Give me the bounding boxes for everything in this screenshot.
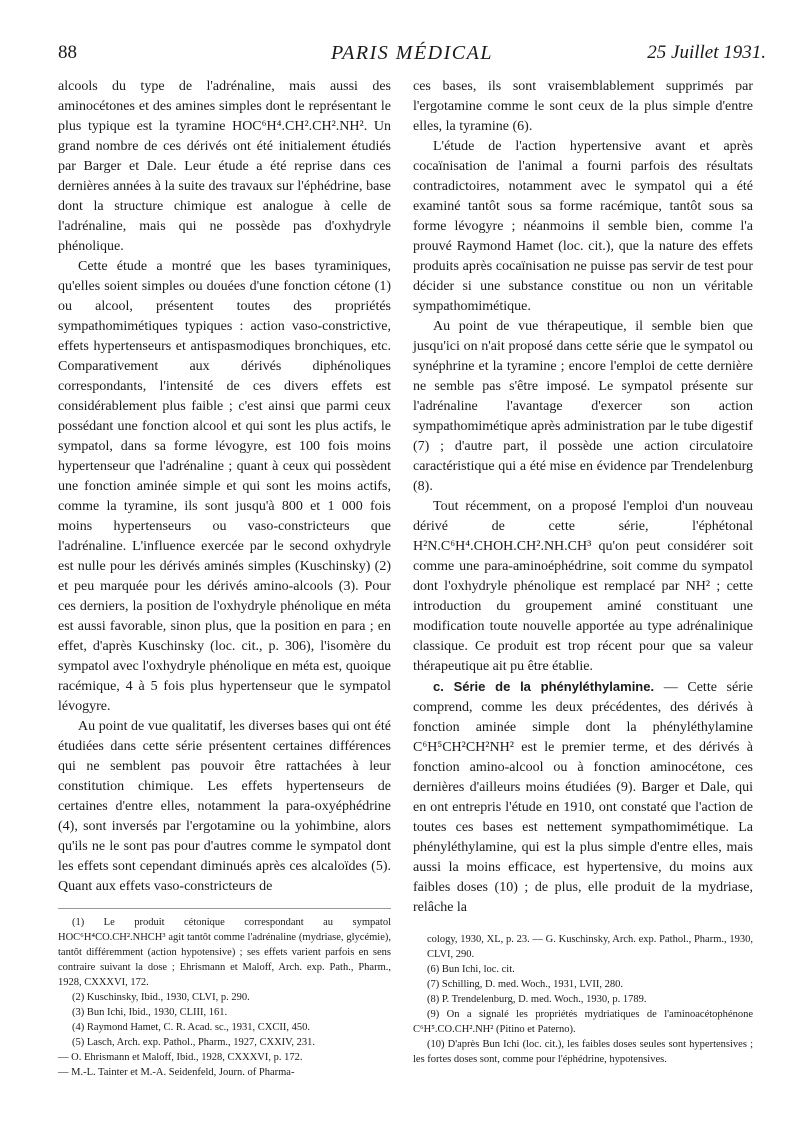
footnote: cology, 1930, XL, p. 23. — G. Kuschinsky, Arch. exp. Pathol., Pharm., 1930, CLVI, 290.: [427, 934, 753, 960]
footnote: (10) D'après Bun Ichi (loc. cit.), les faibles doses seules sont hypertensives ; les fortes doses sont, comme pour l'éphédrine, hypotensives.: [413, 1039, 753, 1065]
section-c-paragraph: [413, 677, 753, 918]
footnote: (7) Schilling, D. med. Woch., 1931, LVII, 280.: [427, 979, 624, 990]
section-heading: c. Série de la phényléthylamine.: [433, 679, 655, 694]
page-header: [58, 42, 766, 72]
footnote: (3) Bun Ichi, Ibid., 1930, CLIII, 161.: [72, 1007, 228, 1018]
footnote: (5) Lasch, Arch. exp. Pathol., Pharm., 1927, CXXIV, 231.: [72, 1037, 316, 1048]
paragraph: alcools du type de l'adrénaline, mais aussi des aminocétones et des amines simples dont le représentant le plus typique est la tyramine HOC⁶H⁴.CH².CH².NH². Un grand nombre de ces dérivés ont été initialement étudiés par Barger et Dale. Leur étude a été reprise dans ces dernières années à la suite des travaux sur l'éphédrine, base dont la structure chimique est analogue à celle de l'adrénaline, mais qui ne possède pas d'oxhydryle phénolique.: [58, 79, 391, 254]
footnote: — O. Ehrismann et Maloff, Ibid., 1928, CXXXVI, p. 172.: [58, 1052, 303, 1063]
footnotes-left: [58, 908, 391, 1080]
paragraph: L'étude de l'action hypertensive avant et après cocaïnisation de l'animal a fourni parfois des résultats contradictoires, notamment avec le sympatol qui a été examiné tantôt sous sa forme racémique, tantôt sous sa forme lévogyre ; néanmoins il semble bien, comme l'a prouvé Raymond Hamet (loc. cit.), que la nature des effets produits après cocaïnisation ne puisse pas servir de test pour décider si une substance constitue ou non un véritable sympathomimétique.: [413, 139, 753, 314]
paragraph: Au point de vue qualitatif, les diverses bases qui ont été étudiées dans cette série présentent certaines différences qui ne semblent pas pouvoir être rattachées à leur constitution chimique. Les effets hypertenseurs de certaines d'entre elles, notamment la para-oxyéphédrine (4), sont inversés par l'ergotamine ou la yohimbine, alors qu'ils ne le sont pas pour d'autres comme le sympatol dont les effets sont cependant diminués après ces alcaloïdes (5). Quant aux effets vaso-constricteurs de: [58, 719, 391, 894]
section-text: — Cette série comprend, comme les deux précédentes, des dérivés à fonction aminée simple dont la phényléthylamine C⁶H⁵CH²CH²NH² est le premier terme, et des dérivés à fonction amino-alcool ou à fonction aminocétone, ces dernières d'ailleurs moins étudiées (9). Barger et Dale, qui en ont entrepris l'étude en 1910, ont constaté que l'action de toutes ces bases est nettement sympathomimétique. La phényléthylamine, qui est la plus simple d'entre elles, mais aussi la moins efficace, est hypertensive, du moins aux faibles doses (10) ; de plus, elle produit de la mydriase, relâche la: [413, 680, 753, 915]
footnote: (2) Kuschinsky, Ibid., 1930, CLVI, p. 290.: [72, 992, 250, 1003]
footnotes-right: [413, 932, 753, 1067]
issue-date: 25 Juillet 1931.: [647, 42, 766, 63]
footnote: (1) Le produit cétonique correspondant au sympatol HOC⁶H⁴CO.CH².NHCH³ agit tantôt comme l'adrénaline (mydriase, glycémie), tantôt différemment (action hypotensive) ; ses effets varient parfois en sens contraire suivant la dose ; Ehrismann et Maloff, Arch. exp. Path., Pharm., 1928, CXXXVI, 172.: [58, 917, 391, 988]
footnote: (8) P. Trendelenburg, D. med. Woch., 1930, p. 1789.: [427, 994, 647, 1005]
paragraph: Cette étude a montré que les bases tyraminiques, qu'elles soient simples ou douées d'une fonction cétone (1) ou alcool, présentent toutes des propriétés sympathomimétiques typiques : action vaso-constrictive, effets hypertenseurs et antispasmodiques bronchiques, etc. Comparativement aux dérivés diphénoliques correspondants, l'intensité de ces divers effets est considérablement plus faible ; c'est ainsi que parmi ceux possédant une fonction alcool et qui sont les plus actifs, le sympatol, dans sa forme lévogyre, est 100 fois moins hypertenseur que l'adrénaline ; quant à ceux qui possèdent une fonction aminée simple et qui sont les moins actifs, comme la tyramine, ils sont jusqu'à 800 et 1 000 fois moins hypertenseurs ou vaso-constricteurs que l'adrénaline. L'influence exercée par le second oxhydryle est nulle pour les dérivés aminés simples (Kuschinsky) (2) et peu marquée pour les dérivés amino-alcools (3). Pour ces derniers, la position de l'oxhydryle phénolique en méta est aussi favorable, sinon plus, que la position en para ; en effet, d'après Kuschinsky (loc. cit., p. 306), l'isomère du sympatol avec l'oxhydryle phénolique en méta est, quoique racémique, 4 à 5 fois plus hypertenseur que le sympatol lévogyre.: [58, 259, 391, 714]
footnote: (6) Bun Ichi, loc. cit.: [427, 964, 515, 975]
right-column: [413, 77, 753, 918]
paragraph: Au point de vue thérapeutique, il semble bien que jusqu'ici on n'ait proposé dans cette série que le sympatol ou synéphrine et la tyramine ; encore l'emploi de cette dernière ne semble pas s'être imposé. Le sympatol présente sur l'adrénaline l'avantage d'exercer son action sympathomimétique après administration par le tube digestif (7) ; d'autre part, il possède une action circulatoire caractéristique qui a été mise en évidence par Trendelenburg (8).: [413, 319, 753, 494]
footnote: — M.-L. Tainter et M.-A. Seidenfeld, Journ. of Pharma-: [58, 1067, 295, 1078]
page-number: 88: [58, 42, 77, 63]
paragraph: Tout récemment, on a proposé l'emploi d'un nouveau dérivé de cette série, l'éphétonal H²N.C⁶H⁴.CHOH.CH².NH.CH³ qu'on peut considérer soit comme une para-aminoéphédrine, soit comme du sympatol dont l'oxhydryle phénolique est remplacé par NH² ; cette introduction du groupement aminé constituant une modification toute nouvelle apportée au type adrénalinique classique. Ce produit est trop récent pour que sa valeur thérapeutique ait pu être établie.: [413, 499, 753, 674]
left-column: [58, 77, 391, 897]
footnote: (9) On a signalé les propriétés mydriatiques de l'aminoacétophénone C⁶H⁵.CO.CH².NH² (Pitino et Paterno).: [413, 1009, 753, 1035]
paragraph: ces bases, ils sont vraisemblablement supprimés par l'ergotamine comme le sont ceux de la plus simple d'entre elles, la tyramine (6).: [413, 79, 753, 134]
journal-title: PARIS MÉDICAL: [331, 42, 493, 64]
footnote: (4) Raymond Hamet, C. R. Acad. sc., 1931, CXCII, 450.: [72, 1022, 310, 1033]
